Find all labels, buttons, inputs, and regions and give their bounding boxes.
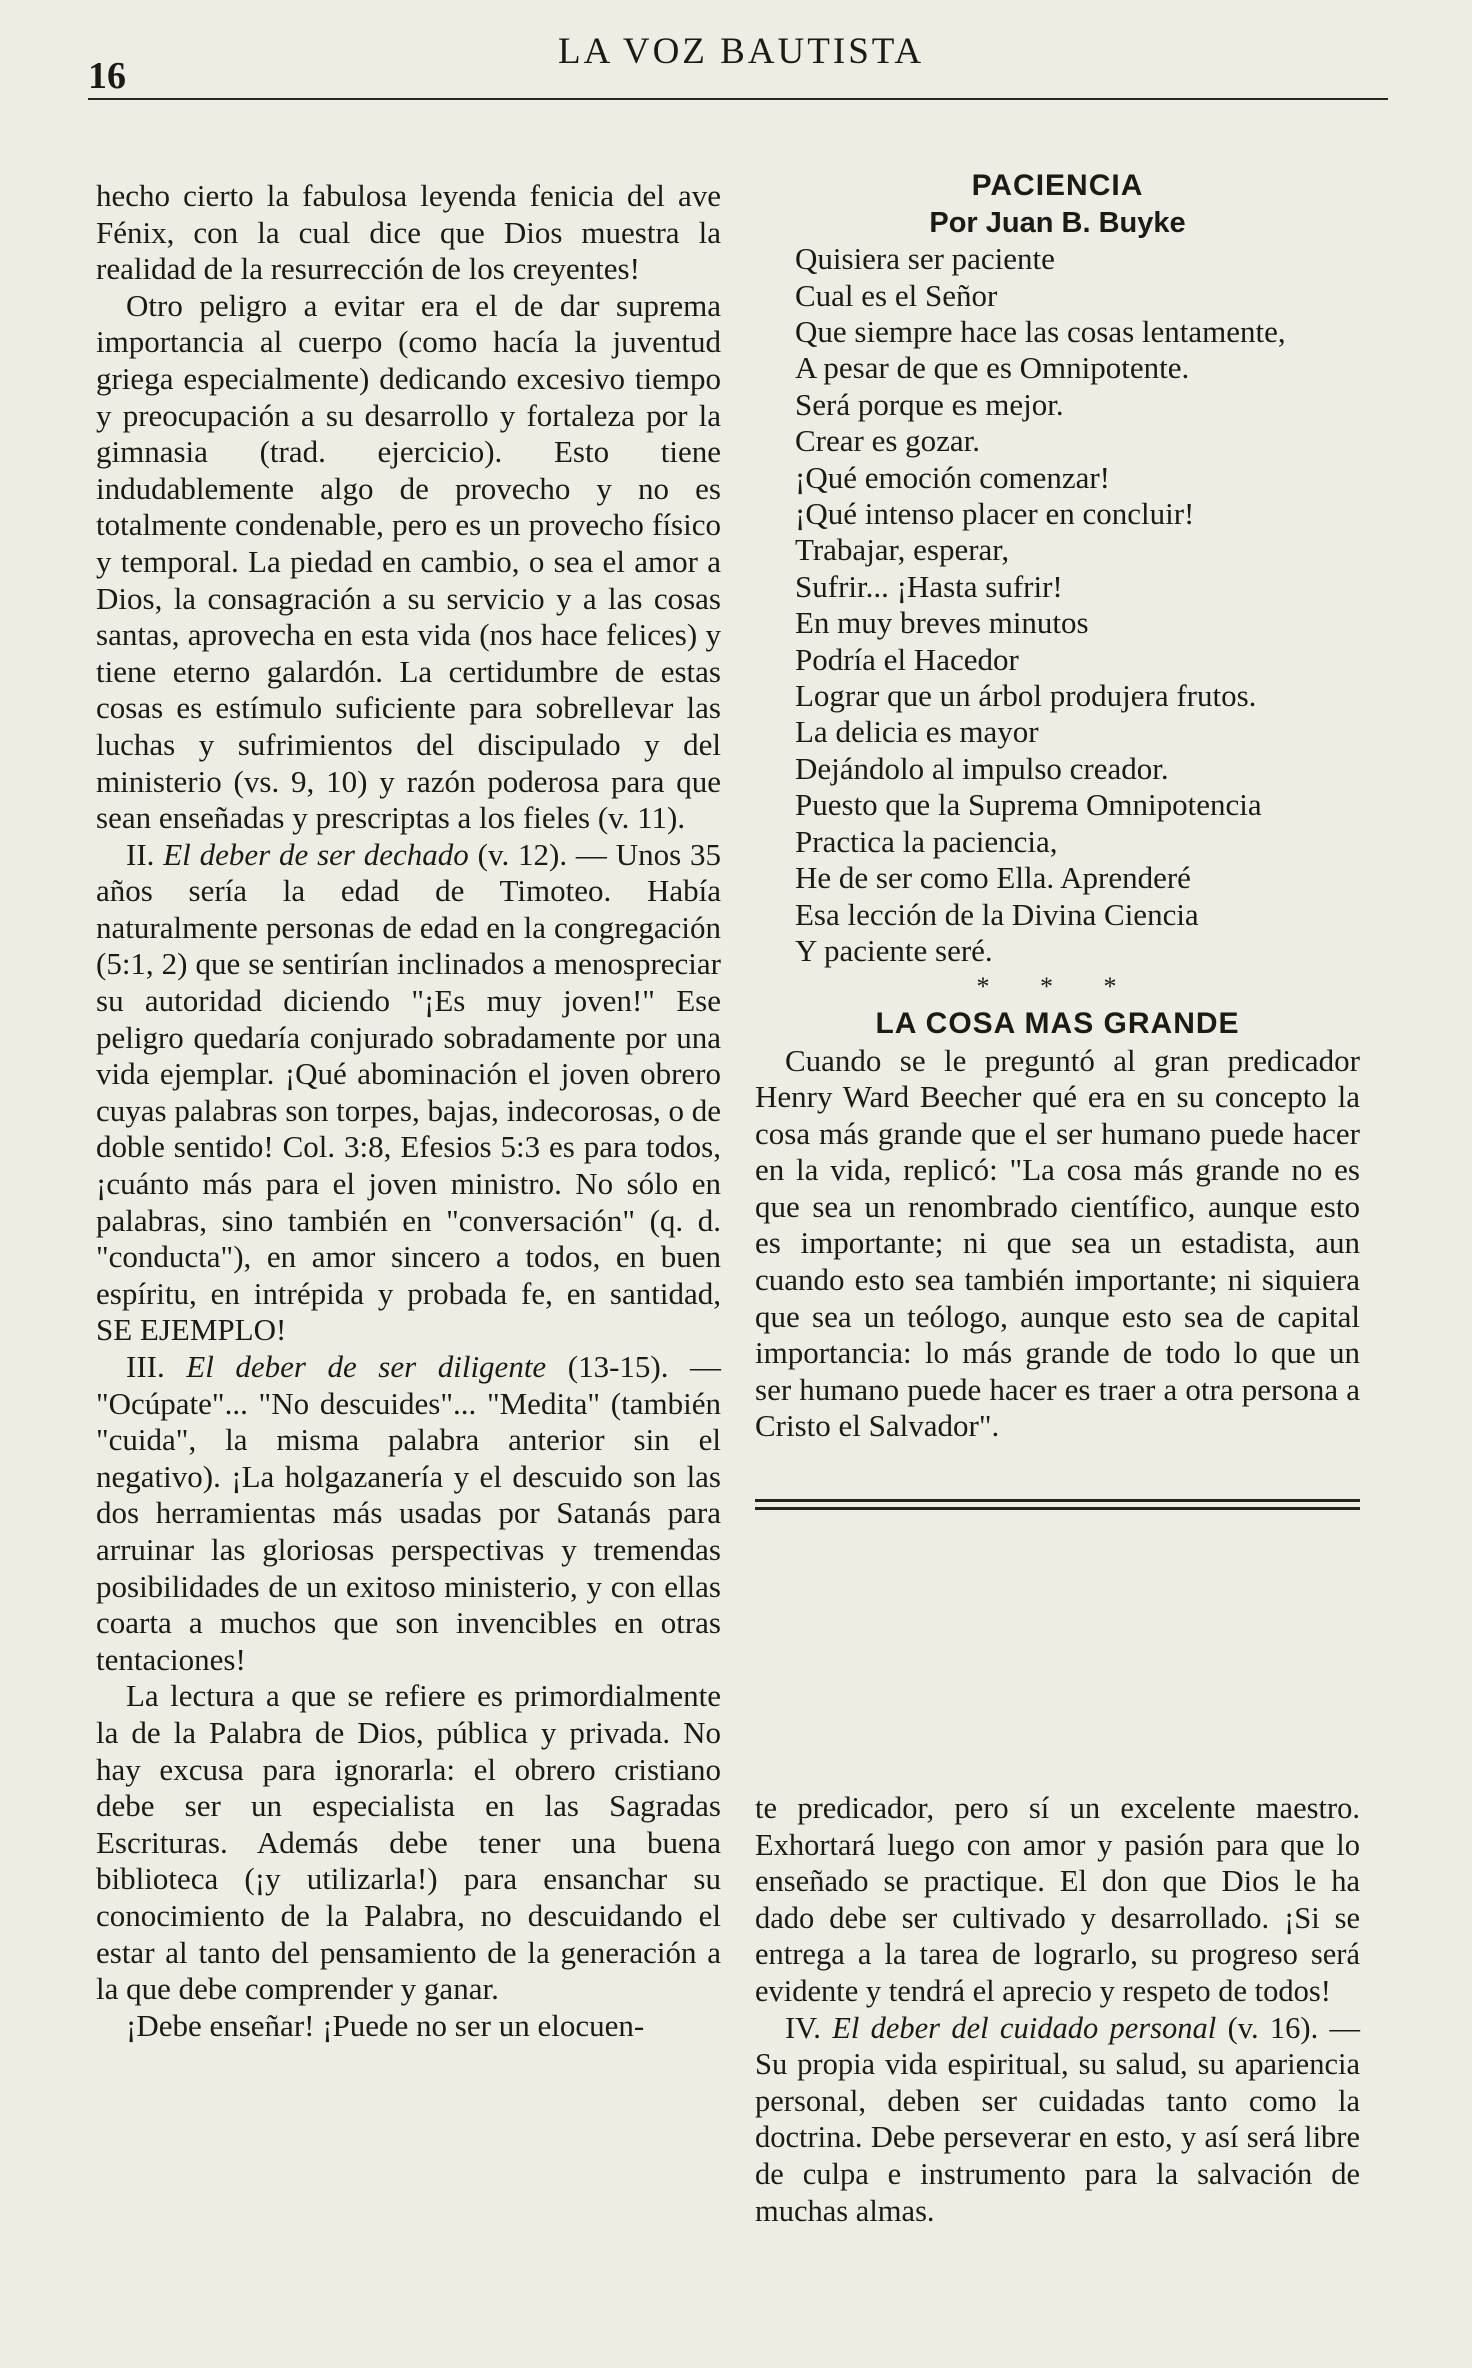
poem-line: La delicia es mayor (795, 714, 1039, 750)
poem-title: PACIENCIA (971, 169, 1144, 202)
poem-line: Puesto que la Suprema Omnipotencia (795, 787, 1262, 823)
paragraph-physical-danger: Otro peligro a evitar era el de dar suprema importancia al cuerpo (como hacía la juventud griega especialmente) dedicando excesivo tiempo y preocupación a su desarrollo y fortaleza por la gimnasia (trad. ejercicio). Esto tiene indudablemente algo de provecho y no es totalmente condenable, pero es un provecho físico y temporal. La piedad en cambio, o sea el amor a Dios, la consagración a su servicio y a las cosas santas, aprovecha en esta vida (nos hace felices) y tiene eterno galardón. La certidumbre de estas cosas es estímulo suficiente para sobrellevar las luchas y sufrimientos del discipulado y del ministerio (vs. 9, 10) y razón poderosa para que sean enseñadas y prescriptas a los fieles (v. 11). (96, 287, 721, 836)
section-iv (755, 2010, 1360, 2230)
poem-line: Quisiera ser paciente (795, 241, 1055, 277)
section-iv-number: IV. (785, 2010, 821, 2045)
poem-line: ¡Qué emoción comenzar! (795, 459, 1111, 495)
right-column-top (755, 168, 1360, 1510)
poem-line: ¡Qué intenso placer en concluir! (795, 496, 1195, 532)
poem-line: En muy breves minutos (795, 605, 1089, 641)
section-iv-title: El deber del cuidado personal (832, 2010, 1217, 2045)
section-ii-number: II. (126, 836, 155, 872)
section-ii-body: Unos 35 años sería la edad de Timoteo. Había naturalmente personas de edad en la congregación (5:1, 2) que se sentirían inclinados a menospreciar su autoridad diciendo "¡Es muy joven!" Ese peligro quedaría conjurado sobradamente por una vida ejemplar. ¡Qué abominación el joven obrero cuyas palabras son torpes, bajas, indecorosas, o de doble sentido! Col. 3:8, Efesios 5:3 es para todos, ¡cuánto más para el joven ministro. No sólo en palabras, sino también en "conversación" (q. d. "conducta"), en amor sincero a todos, en buen espíritu, en intrépida y probada fe, en santidad, SE EJEMPLO! (96, 836, 722, 1348)
poem-line: Lograr que un árbol produjera frutos. (795, 678, 1257, 714)
article-title: LA COSA MAS GRANDE (875, 1006, 1240, 1040)
poem-line: Trabajar, esperar, (795, 532, 1010, 568)
page-number: 16 (88, 55, 126, 97)
section-iii-body: — "Ocúpate"... "No descuides"... "Medita" (también "cuida", la misma palabra anterior sin el negativo). ¡La holgazanería y el descuido son las dos herramientas más usadas por Satanás para arruinar las gloriosas perspectivas y tremendas posibilidades de un exitoso ministerio, y con ellas coarta a muchos que son invencibles en otras tentaciones! (96, 1349, 722, 1677)
paragraph-continued: hecho cierto la fabulosa leyenda fenicia del ave Fénix, con la cual dice que Dios muestra la realidad de la resurrección de los creyentes! (96, 178, 721, 287)
article-body: Cuando se le preguntó al gran predicador Henry Ward Beecher qué era en su concepto la cosa más grande que el ser humano puede hacer en la vida, replicó: "La cosa más grande no es que sea un renombrado científico, aunque esto es importante; ni que sea un estadista, aun cuando esto sea también importante; ni siquiera que sea un teólogo, aunque esto sea de capital importancia: lo más grande de todo lo que un ser humano puede hacer es traer a otra persona a Cristo el Salvador". (755, 1042, 1360, 1444)
poem-line: Esa lección de la Divina Ciencia (795, 896, 1199, 932)
poem-line: Crear es gozar. (795, 423, 981, 459)
section-iii-number: III. (126, 1349, 165, 1384)
paragraph-continuation: te predicador, pero sí un excelente maestro. Exhortará luego con amor y pasión para que lo enseñado se practique. El don que Dios le ha dado debe ser cultivado y desarrollado. ¡Si se entrega a la tarea de lograrlo, su progreso será evidente y tendrá el aprecio y respeto de todos! (755, 1791, 1360, 2008)
poem-line: Practica la paciencia, (795, 823, 1058, 859)
paragraph-teach: ¡Debe enseñar! ¡Puede no ser un elocuen- (126, 2007, 645, 2043)
section-iii-ref: (13-15). (567, 1349, 669, 1384)
section-ii-title: El deber de ser dechado (163, 836, 469, 872)
poem-line: Que siempre hace las cosas lentamente, (795, 314, 1286, 349)
poem-line: He de ser como Ella. Aprenderé (795, 860, 1191, 896)
header-rule (88, 98, 1388, 100)
poem (755, 241, 1360, 969)
left-column (96, 178, 721, 2044)
poem-line: Sufrir... ¡Hasta sufrir! (795, 568, 1063, 604)
section-ii-ref: (v. 12). — (477, 836, 607, 872)
poem-line: A pesar de que es Omnipotente. (795, 350, 1190, 386)
section-iv-ref: (v. 16). — (1227, 2010, 1361, 2045)
poem-line: Dejándolo al impulso creador. (795, 750, 1169, 786)
paragraph-reading: La lectura a que se refiere es primordialmente la de la Palabra de Dios, pública y privada. No hay excusa para ignorarla: el obrero cristiano debe ser un especialista en las Sagradas Escrituras. Además debe tener una buena biblioteca (¡y utilizarla!) para ensanchar su conocimiento de la Palabra, no descuidando el estar al tanto del pensamiento de la generación a la que debe comprender y ganar. (96, 1678, 721, 2007)
section-iii-title: El deber de ser diligente (186, 1349, 547, 1384)
page-header (88, 28, 1388, 108)
double-rule (755, 1499, 1360, 1510)
section-ii (96, 837, 721, 1349)
section-separator: * * * (976, 972, 1139, 1002)
poem-line: Cual es el Señor (795, 277, 998, 313)
poem-line: Y paciente seré. (795, 932, 993, 968)
section-iv-body: Su propia vida espiritual, su salud, su apariencia personal, deben ser cuidadas tanto como la doctrina. Debe perseverar en esto, y así será libre de culpa e instrumento para la salvación de muchas almas. (755, 2047, 1360, 2228)
right-column-bottom (755, 1790, 1360, 2229)
poem-author: Por Juan B. Buyke (929, 206, 1186, 239)
journal-title: LA VOZ BAUTISTA (558, 31, 925, 72)
poem-line: Será porque es mejor. (795, 386, 1064, 422)
section-iii (96, 1349, 721, 1678)
poem-line: Podría el Hacedor (795, 641, 1019, 677)
